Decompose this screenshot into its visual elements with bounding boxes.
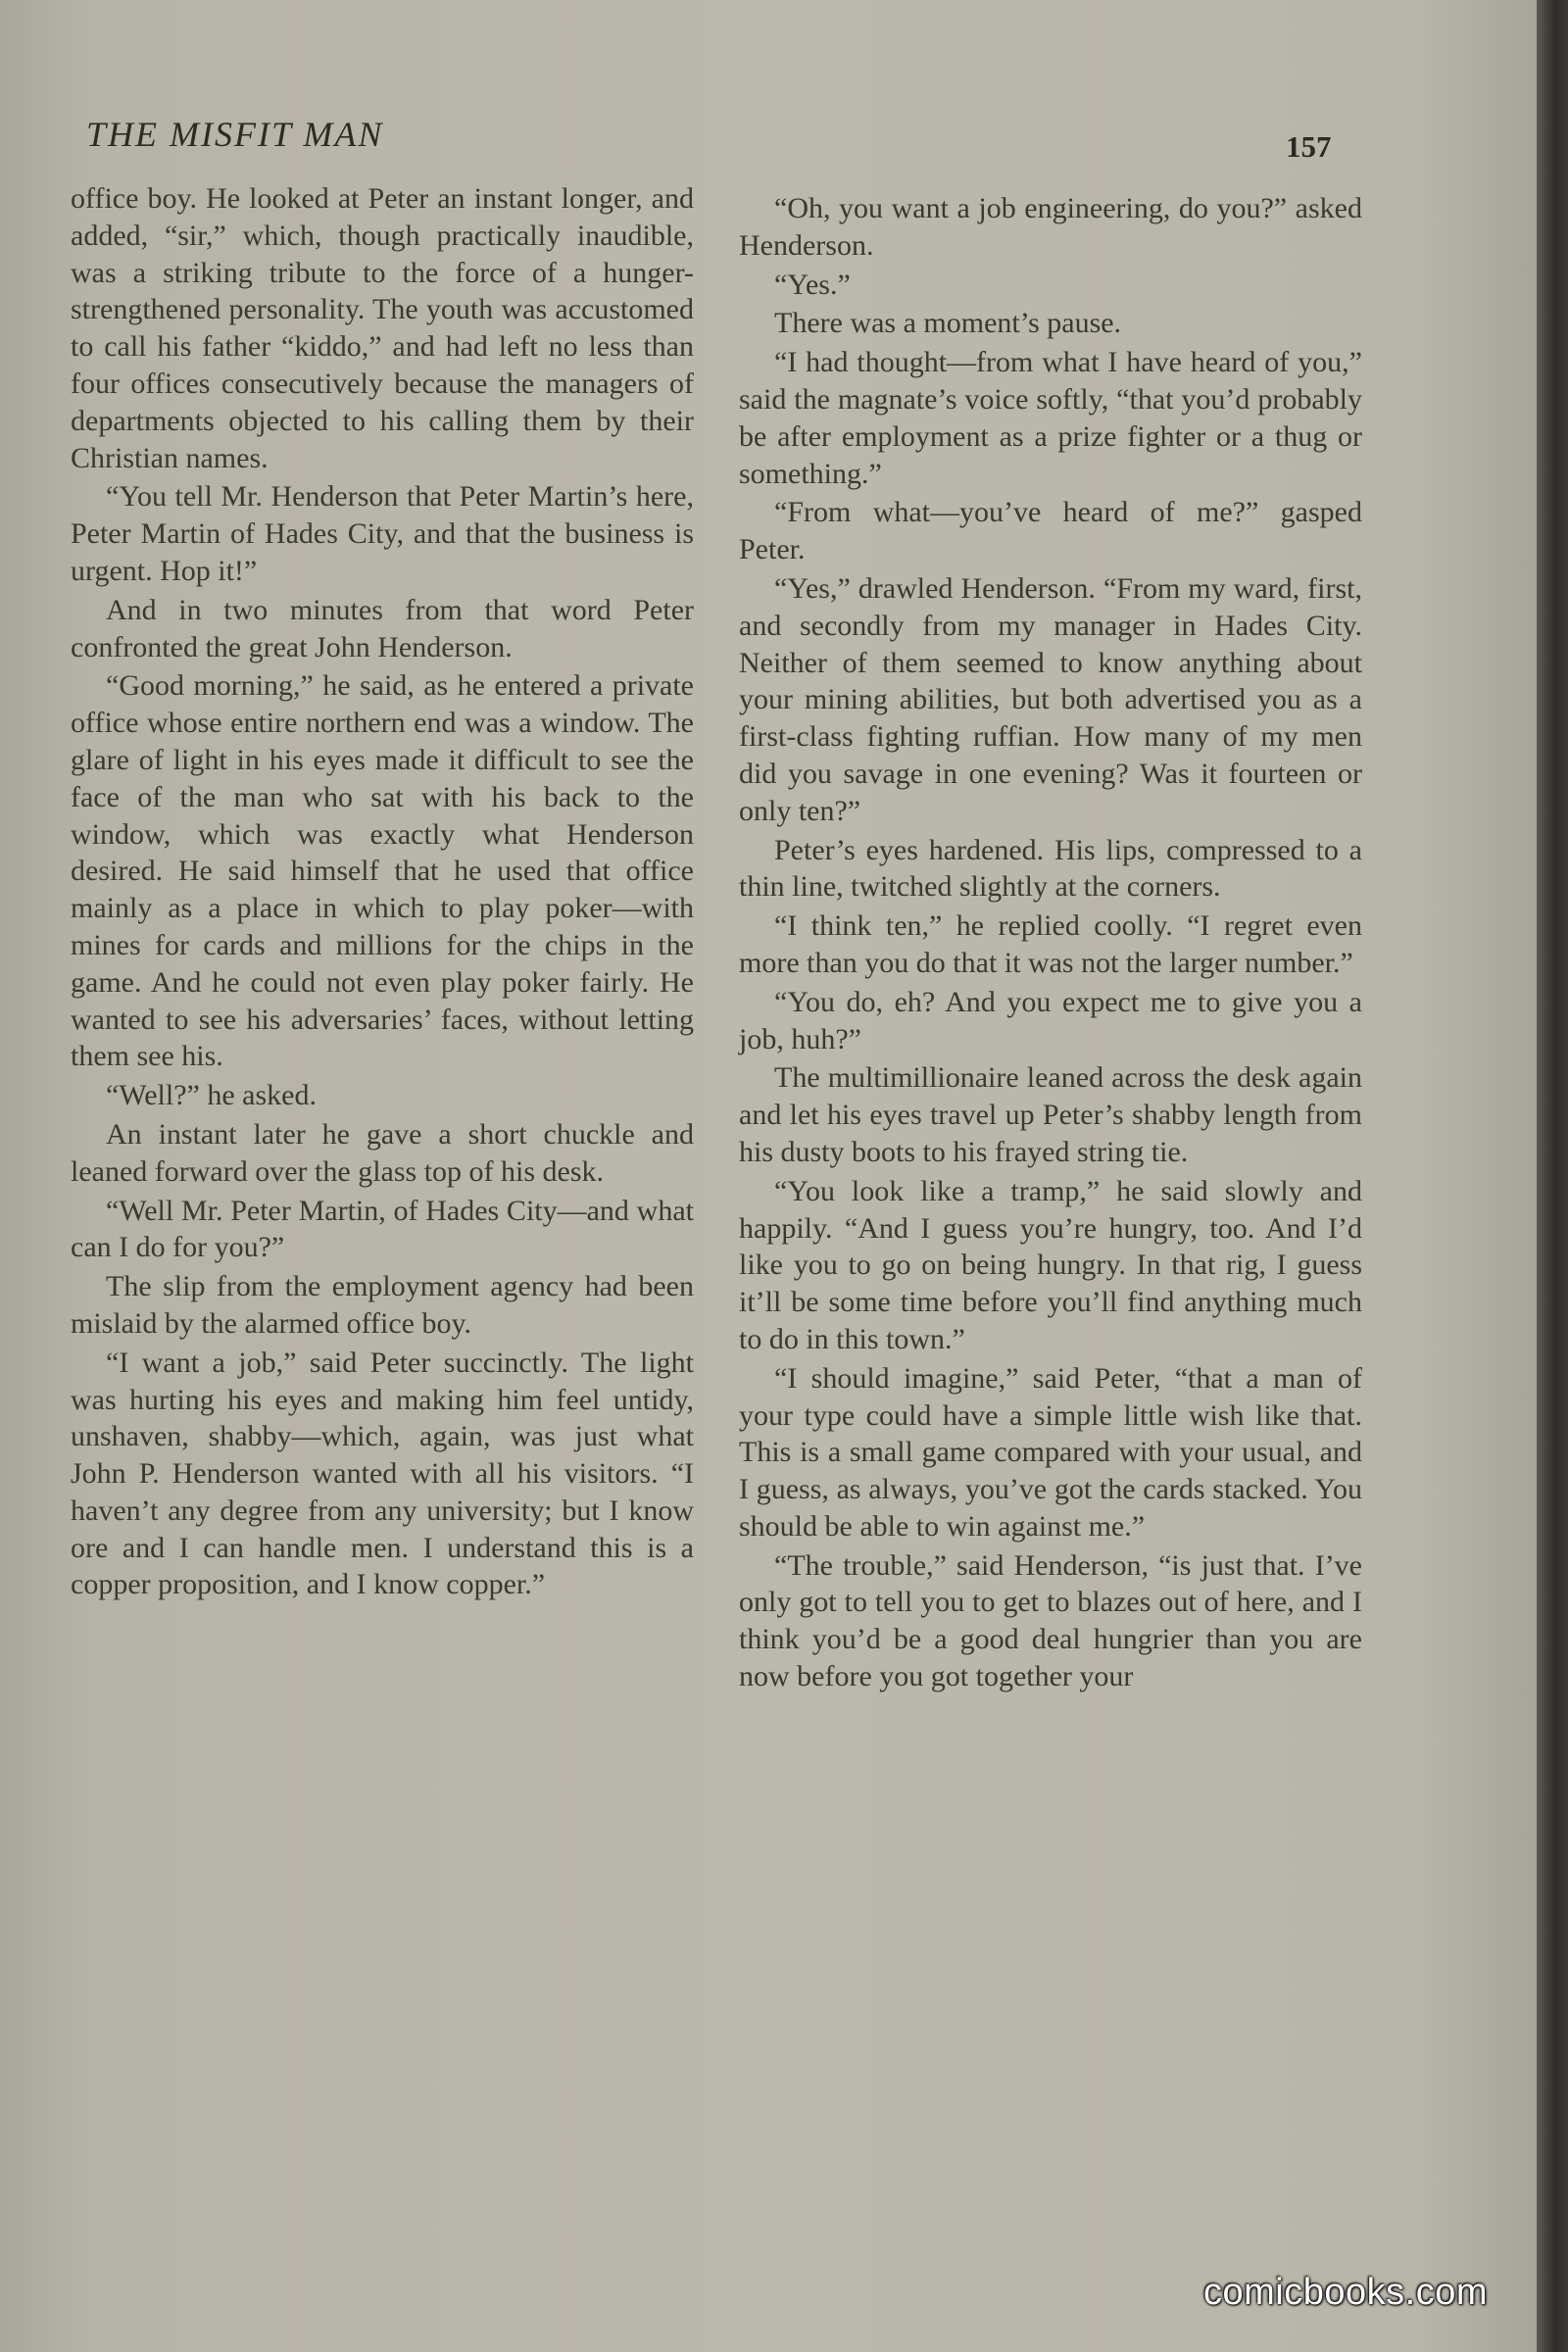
paragraph: “Yes,” drawled Henderson. “From my ward, first, and secondly from my manager in Hades City. Neither of them seemed to know anything about your mining abilities, but both advertised you as a first-class fighting ruffian. How many of my men did you savage in one evening? Was it fourteen or only ten?” xyxy=(739,571,1362,827)
paragraph: “I think ten,” he replied coolly. “I regret even more than you do that it was not the larger number.” xyxy=(739,909,1362,979)
paragraph: “I had thought—from what I have heard of you,” said the magnate’s voice softly, “that you’d probably be after employment as a prize fighter or a thug or something.” xyxy=(739,346,1362,490)
paragraph: “You tell Mr. Henderson that Peter Martin’s here, Peter Martin of Hades City, and that the business is urgent. Hop it!” xyxy=(71,480,694,587)
paragraph: “Oh, you want a job engineering, do you?” asked Henderson. xyxy=(739,192,1362,262)
paragraph: office boy. He looked at Peter an instant longer, and added, “sir,” which, though practically inaudible, was a striking tribute to the force of a hunger-strengthened personality. The youth was accustomed to call his father “kiddo,” and had left no less than four offices consecutively because the managers of departments objected to his calling them by their Christian names. xyxy=(71,182,694,474)
paragraph: “I want a job,” said Peter succinctly. The light was hurting his eyes and making him feel untidy, unshaven, shabby—which, again, was just what John P. Henderson wanted with all his visitors. “I haven’t any degree from any university; but I know ore and I can handle men. I understand this is a copper proposition, and I know copper.” xyxy=(71,1346,694,1601)
paragraph: The multimillionaire leaned across the desk again and let his eyes travel up Peter’s shabby length from his dusty boots to his frayed string tie. xyxy=(739,1061,1362,1168)
paragraph: “Well Mr. Peter Martin, of Hades City—and what can I do for you?” xyxy=(71,1194,694,1264)
page-number: 157 xyxy=(1286,129,1332,164)
book-spine xyxy=(1537,0,1568,2352)
paragraph: “The trouble,” said Henderson, “is just that. I’ve only got to tell you to get to blazes out of here, and I think you’d be a good deal hungrier than you are now before you got together your xyxy=(739,1548,1362,1693)
paragraph: An instant later he gave a short chuckle and leaned forward over the glass top of his desk. xyxy=(71,1117,694,1188)
paragraph: Peter’s eyes hardened. His lips, compressed to a thin line, twitched slightly at the corners. xyxy=(739,833,1362,904)
paragraph: “Good morning,” he said, as he entered a private office whose entire northern end was a window. The glare of light in his eyes made it difficult to see the face of the man who sat with his back to the window, which was exactly what Henderson desired. He said himself that he used that office mainly as a place in which to play poker—with mines for cards and millions for the chips in the game. And he could not even play poker fairly. He wanted to see his adversaries’ faces, without letting them see his. xyxy=(71,669,694,1073)
right-column xyxy=(739,190,1362,1697)
paragraph: There was a moment’s pause. xyxy=(774,307,1122,340)
left-column xyxy=(71,180,694,1605)
paragraph: “Yes.” xyxy=(774,268,851,301)
paragraph: “Well?” he asked. xyxy=(106,1079,317,1112)
paragraph: “I should imagine,” said Peter, “that a man of your type could have a simple little wish like that. This is a small game compared with your usual, and I guess, as always, you’ve got the cards stacked. You should be able to win against me.” xyxy=(739,1361,1362,1543)
paragraph: “You look like a tramp,” he said slowly and happily. “And I guess you’re hungry, too. And I’d like you to go on being hungry. In that rig, I guess it’ll be some time before you’ll find anything much to do in this town.” xyxy=(739,1174,1362,1355)
watermark: comicbooks.com xyxy=(1203,2272,1488,2313)
paragraph: The slip from the employment agency had been mislaid by the alarmed office boy. xyxy=(71,1270,694,1340)
paragraph: “From what—you’ve heard of me?” gasped Peter. xyxy=(739,496,1362,566)
running-head: THE MISFIT MAN xyxy=(86,115,384,154)
paragraph: And in two minutes from that word Peter confronted the great John Henderson. xyxy=(71,593,694,663)
paragraph: “You do, eh? And you expect me to give you a job, huh?” xyxy=(739,985,1362,1055)
